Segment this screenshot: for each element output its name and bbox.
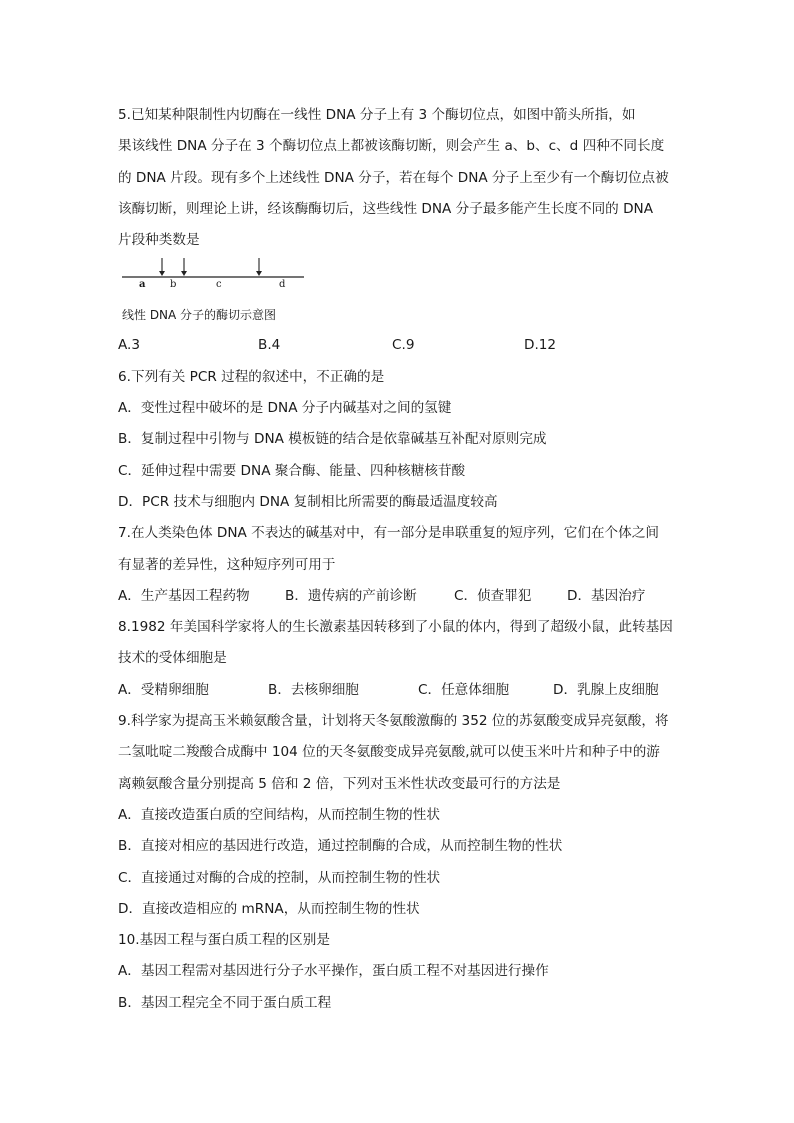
segment-label-a: a (139, 279, 146, 291)
question-8-line: 8.1982 年美国科学家将人的生长激素基因转移到了小鼠的体内，得到了超级小鼠，此转基因 (118, 619, 673, 636)
question-7-line: 7.在人类染色体 DNA 不表达的碱基对中，有一部分是串联重复的短序列，它们在个体之间 (118, 525, 659, 542)
option-a: A．直接改造蛋白质的空间结构，从而控制生物的性状 (118, 806, 440, 823)
option-a: A．生产基因工程药物 (118, 587, 250, 604)
question-6-stem: 6.下列有关 PCR 过程的叙述中，不正确的是 (118, 368, 385, 385)
option-d: D．PCR 技术与细胞内 DNA 复制相比所需要的酶最适温度较高 (118, 493, 498, 510)
question-7 (118, 518, 688, 612)
question-8-line: 技术的受体细胞是 (118, 650, 227, 667)
question-content (118, 100, 688, 1019)
question-7-options (118, 581, 688, 612)
question-9 (118, 706, 688, 925)
option-d: D．乳腺上皮细胞 (553, 681, 659, 698)
option-c: C．直接通过对酶的合成的控制，从而控制生物的性状 (118, 869, 441, 886)
option-c: C.9 (392, 337, 415, 354)
option-d: D.12 (524, 337, 557, 354)
option-a: A．受精卵细胞 (118, 681, 209, 698)
option-b: B．去核卵细胞 (268, 681, 359, 698)
option-a: A.3 (118, 337, 141, 354)
cut-arrow (256, 258, 262, 276)
option-b: B．遗传病的产前诊断 (285, 587, 417, 604)
question-9-line: 二氢吡啶二羧酸合成酶中 104 位的天冬氨酸变成异亮氨酸,就可以使玉米叶片和种子中的游 (118, 744, 660, 761)
cut-arrow (181, 258, 187, 276)
question-8-options (118, 675, 688, 706)
option-b: B.4 (258, 337, 281, 354)
question-6 (118, 362, 688, 518)
option-b: B．直接对相应的基因进行改造，通过控制酶的合成，从而控制生物的性状 (118, 838, 563, 855)
dna-cut-diagram (118, 256, 418, 330)
question-5-options (118, 330, 688, 361)
question-5-line: 的 DNA 片段。现有多个上述线性 DNA 分子，若在每个 DNA 分子上至少有一个酶切位点被 (118, 169, 669, 186)
option-d: D．基因治疗 (567, 587, 646, 604)
question-5-line: 该酶切断，则理论上讲，经该酶酶切后，这些线性 DNA 分子最多能产生长度不同的 DNA (118, 200, 654, 217)
option-d: D．直接改造相应的 mRNA，从而控制生物的性状 (118, 900, 420, 917)
cut-arrow (159, 258, 165, 276)
question-7-line: 有显著的差异性，这种短序列可用于 (118, 556, 336, 573)
question-9-line: 9.科学家为提高玉米赖氨酸含量，计划将天冬氨酸激酶的 352 位的苏氨酸变成异亮氨酸，将 (118, 713, 669, 730)
segment-label-c: c (216, 279, 222, 291)
diagram-caption: 线性 DNA 分子的酶切示意图 (122, 308, 277, 323)
question-5-line: 果该线性 DNA 分子在 3 个酶切位点上都被该酶切断，则会产生 a、b、c、d 四种不同长度 (118, 138, 665, 155)
question-5 (118, 100, 688, 362)
option-a: A．变性过程中破坏的是 DNA 分子内碱基对之间的氢键 (118, 400, 452, 417)
option-b: B．基因工程完全不同于蛋白质工程 (118, 994, 332, 1011)
question-8 (118, 612, 688, 706)
option-c: C．侦查罪犯 (454, 587, 532, 604)
segment-label-d: d (279, 279, 286, 291)
option-b: B．复制过程中引物与 DNA 模板链的结合是依靠碱基互补配对原则完成 (118, 431, 547, 448)
segment-label-b: b (170, 279, 177, 291)
question-5-line: 片段种类数是 (118, 232, 200, 249)
option-c: C．任意体细胞 (418, 681, 510, 698)
question-9-line: 离赖氨酸含量分别提高 5 倍和 2 倍，下列对玉米性状改变最可行的方法是 (118, 775, 561, 792)
option-a: A．基因工程需对基因进行分子水平操作，蛋白质工程不对基因进行操作 (118, 963, 549, 980)
question-5-line: 5.已知某种限制性内切酶在一线性 DNA 分子上有 3 个酶切位点，如图中箭头所指，如 (118, 107, 636, 123)
option-c: C．延伸过程中需要 DNA 聚合酶、能量、四种核糖核苷酸 (118, 462, 466, 479)
question-10-stem: 10.基因工程与蛋白质工程的区别是 (118, 932, 330, 949)
question-10 (118, 925, 688, 1019)
